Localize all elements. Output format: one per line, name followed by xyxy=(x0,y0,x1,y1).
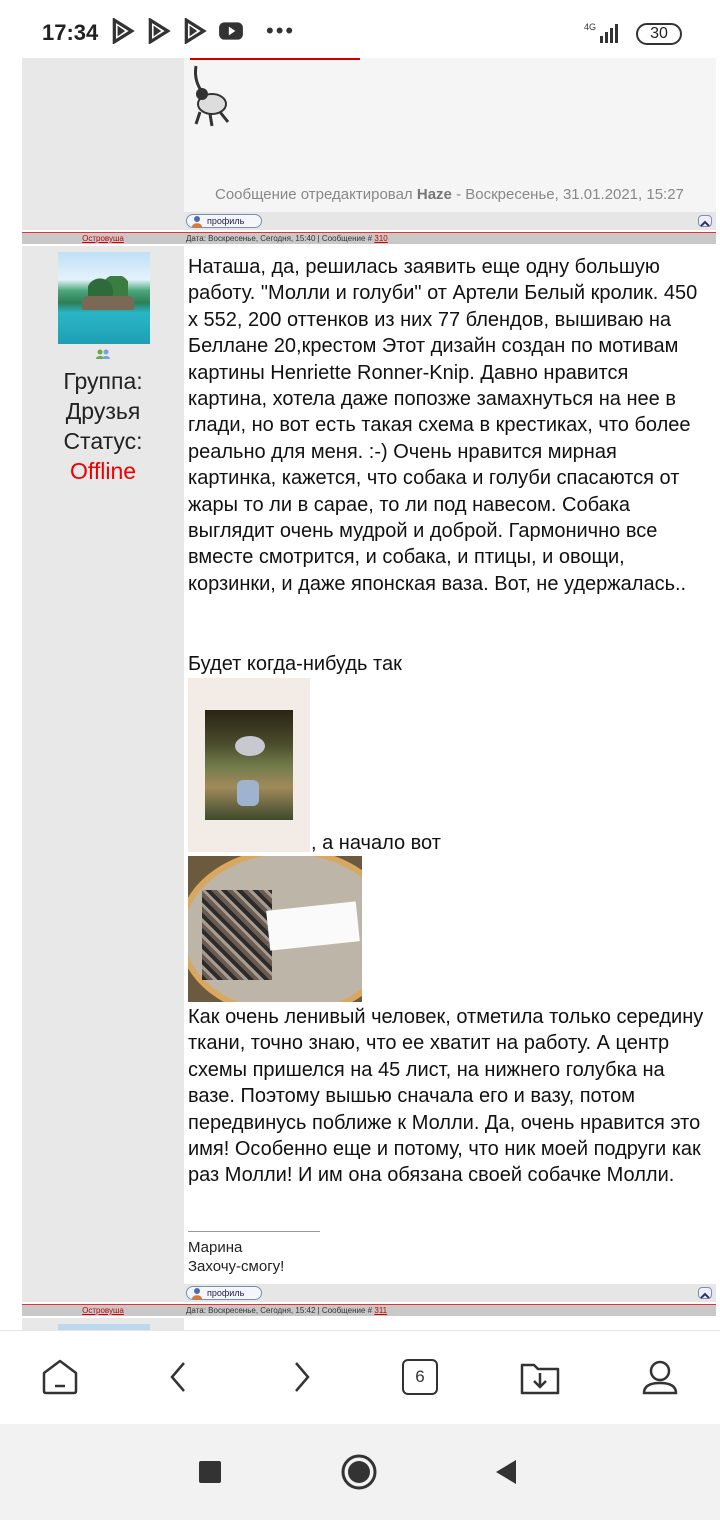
user-icon xyxy=(191,215,203,227)
play-store-icon xyxy=(110,18,136,44)
arrow-up-icon xyxy=(699,1291,711,1301)
tabs-counter-button[interactable]: 6 xyxy=(402,1359,438,1395)
notification-icons xyxy=(110,18,295,44)
status-value: Offline xyxy=(69,458,137,484)
user-avatar[interactable] xyxy=(58,252,150,344)
home-icon[interactable] xyxy=(40,1357,80,1397)
design-preview-image[interactable] xyxy=(188,678,310,852)
back-button[interactable] xyxy=(494,1458,518,1486)
cat-image xyxy=(190,64,234,128)
user-info xyxy=(22,366,184,486)
edit-note: Сообщение отредактировал Haze - Воскресенье, 31.01.2021, 15:27 xyxy=(215,186,684,203)
system-nav-bar xyxy=(0,1424,720,1520)
recent-apps-button[interactable] xyxy=(199,1461,221,1483)
embroidery-progress-image[interactable] xyxy=(188,856,362,1002)
signature xyxy=(188,1238,284,1276)
prev-post-link-fragment xyxy=(190,58,360,60)
network-type: 4G xyxy=(584,22,597,32)
profile-button[interactable]: профиль xyxy=(186,214,262,228)
signal-icon xyxy=(598,22,624,44)
signature-motto: Захочу-смогу! xyxy=(188,1258,285,1275)
post-number-link[interactable]: 311 xyxy=(374,1306,388,1315)
home-button[interactable] xyxy=(341,1454,377,1490)
next-post-header-bar xyxy=(22,1304,716,1316)
group-label: Группа: xyxy=(63,368,143,394)
post-author-link[interactable]: Островуша xyxy=(82,234,124,243)
status-label: Статус: xyxy=(63,428,143,454)
signature-name: Марина xyxy=(188,1239,243,1256)
forward-icon[interactable] xyxy=(280,1357,320,1397)
post-paragraph-2: Будет когда-нибудь так xyxy=(188,653,402,675)
user-icon xyxy=(191,1287,203,1299)
signature-divider xyxy=(188,1231,320,1232)
group-icon xyxy=(96,349,110,359)
status-bar xyxy=(0,0,720,58)
post-paragraph-3: Как очень ленивый человек, отметила только середину ткани, точно знаю, что ее хватит на работу. А центр схемы пришелся на 45 лист, на нижнего голубка на вазе. Поэтому вышью сначала его и вазу, потом передвинусь поближе к Молли. Да, очень нравится это имя! Особенно еще и потому, что ник моей подруги как раз Молли! И им она обязана своей собачке Молли. xyxy=(188,1006,704,1187)
post-author-link[interactable]: Островуша xyxy=(82,1306,124,1315)
downloads-icon[interactable] xyxy=(520,1357,560,1397)
browser-nav-bar xyxy=(0,1330,720,1424)
inline-caption: , а начало вот xyxy=(311,832,441,854)
post-header-bar xyxy=(22,232,716,244)
scroll-top-button[interactable] xyxy=(698,1287,712,1299)
scroll-top-button[interactable] xyxy=(698,215,712,227)
clock: 17:34 xyxy=(42,20,99,45)
arrow-up-icon xyxy=(699,219,711,229)
forum-page xyxy=(0,58,720,1330)
profile-icon[interactable] xyxy=(640,1357,680,1397)
edit-author: Haze xyxy=(416,186,452,203)
more-notifications-icon: ••• xyxy=(266,18,296,43)
battery-indicator: 30 xyxy=(636,23,682,45)
post-meta: Дата: Воскресенье, Сегодня, 15:40 | Сообщение # 310 xyxy=(186,234,388,243)
post-meta: Дата: Воскресенье, Сегодня, 15:42 | Сообщение # 311 xyxy=(186,1306,388,1315)
prev-post-toolbar xyxy=(184,212,716,230)
group-value: Друзья xyxy=(65,398,141,424)
post-paragraph-1: Наташа, да, решилась заявить еще одну большую работу. "Молли и голуби" от Артели Белый кролик. 450 х 552, 200 оттенков из них 77 блендов, вышиваю на Беллане 20,крестом Этот дизайн создан по мотивам картины Henriette Ronner-Knip. Давно нравится картина, хотела даже попозже замахнуться на нее в глади, но вот есть такая схема в крестиках, что более реально для меня. :-) Очень нравится мирная картинка, кажется, что собака и голуби спасаются от жары то ли в сарае, то ли под навесом. Собака выглядит очень мудрой и доброй. Гармонично все вместе смотрится, и собака, и птицы, и овощи, корзинки, и даже японская ваза. Вот, не удержалась.. xyxy=(188,256,698,595)
back-icon[interactable] xyxy=(160,1357,200,1397)
post-number-link[interactable]: 310 xyxy=(374,234,388,243)
profile-button[interactable]: профиль xyxy=(186,1286,262,1300)
play-store-icon xyxy=(146,18,172,44)
post-toolbar xyxy=(184,1284,716,1302)
prev-post-user-column xyxy=(22,58,184,230)
youtube-icon xyxy=(218,18,244,44)
play-store-icon xyxy=(182,18,208,44)
